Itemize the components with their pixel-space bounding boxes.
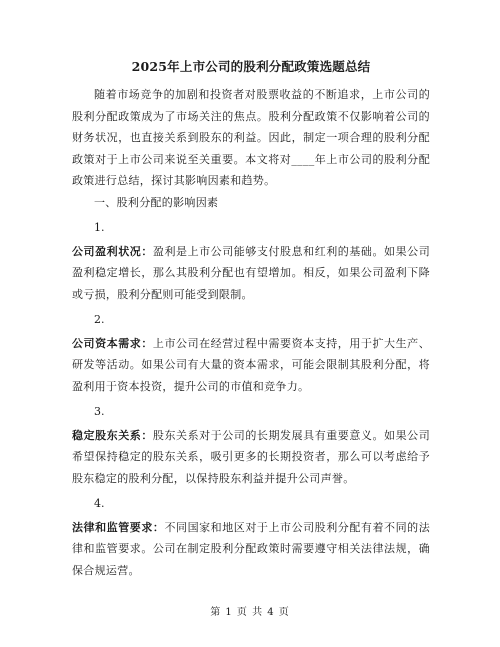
item-paragraph-4 bbox=[72, 517, 430, 582]
item-number-2: 2. bbox=[94, 313, 105, 326]
item-text-2: 上市公司在经营过程中需要资本支持，用于扩大生产、研发等活动。如果公司有大量的资本需求，可能会限制其股利分配，将盈利用于资本投资，提升公司的市值和竞争力。 bbox=[72, 336, 430, 393]
document-page bbox=[72, 58, 430, 581]
item-lead-1: 公司盈利状况： bbox=[72, 244, 153, 258]
item-lead-2: 公司资本需求： bbox=[72, 336, 153, 350]
item-number-1: 1. bbox=[94, 221, 105, 234]
item-lead-4: 法律和监管要求： bbox=[72, 520, 165, 534]
item-lead-3: 稳定股东关系： bbox=[72, 428, 153, 442]
item-text-4: 不同国家和地区对于上市公司股利分配有着不同的法律和监管要求。公司在制定股利分配政策时需要遵守相关法律法规，确保合规运营。 bbox=[72, 520, 430, 577]
item-paragraph-1 bbox=[72, 241, 430, 306]
item-number-4: 4. bbox=[94, 497, 105, 510]
item-text-3: 股东关系对于公司的长期发展具有重要意义。如果公司希望保持稳定的股东关系，吸引更多的长期投资者，那么可以考虑给予股东稳定的股利分配，以保持股东利益并提升公司声誉。 bbox=[72, 428, 430, 485]
page-footer: 第 1 页 共 4 页 bbox=[210, 607, 290, 618]
item-text-1: 盈利是上市公司能够支付股息和红利的基础。如果公司盈利稳定增长，那么其股利分配也有望增加。相反，如果公司盈利下降或亏损，股利分配则可能受到限制。 bbox=[72, 244, 430, 301]
document-title: 2025年上市公司的股利分配政策选题总结 bbox=[131, 59, 371, 74]
item-paragraph-3 bbox=[72, 425, 430, 490]
item-paragraph-2 bbox=[72, 333, 430, 398]
item-number-3: 3. bbox=[94, 405, 105, 418]
intro-paragraph: 随着市场竞争的加剧和投资者对股票收益的不断追求，上市公司的股利分配政策成为了市场关注的焦点。股利分配政策不仅影响着公司的财务状况，也直接关系到股东的利益。因此，制定一项合理的股利分配政策对于上市公司来说至关重要。本文将对____年上市公司的股利分配政策进行总结，探讨其影响因素和趋势。 bbox=[72, 88, 430, 187]
section-heading: 一、股利分配的影响因素 bbox=[94, 195, 219, 209]
